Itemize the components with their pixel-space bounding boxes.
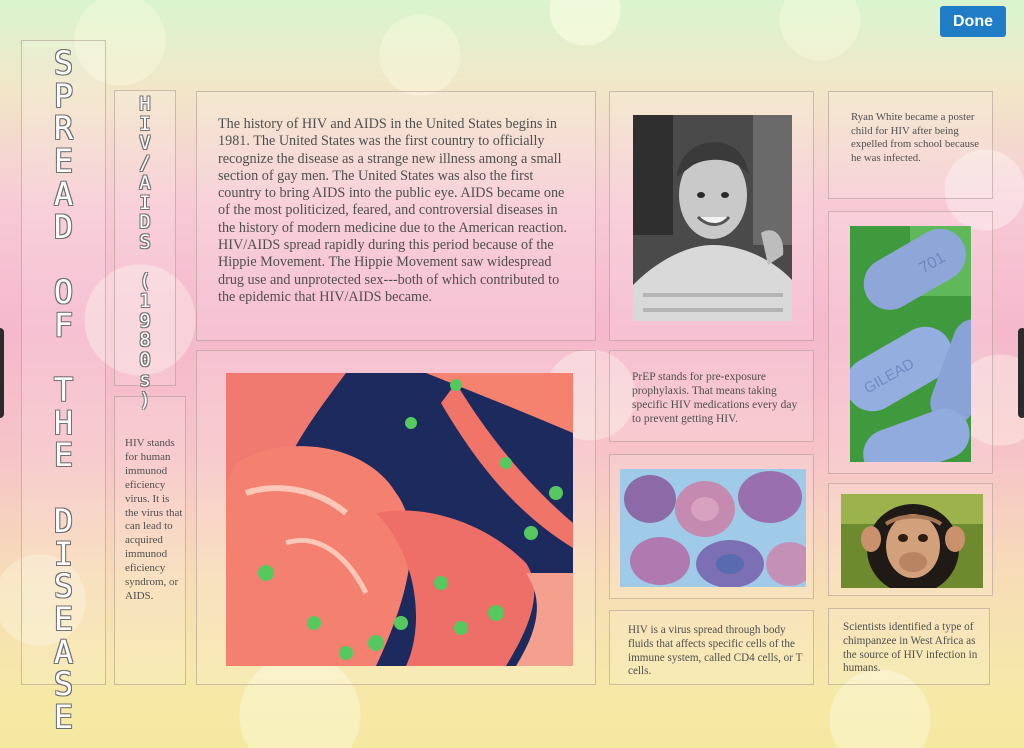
title-letter — [54, 341, 73, 374]
subtitle-letter: / — [139, 152, 151, 175]
subtitle-letter: D — [139, 211, 151, 234]
virus-caption: HIV is a virus spread through body fluids that affects specific cells of the immune system, called CD4 cells, or T cells. — [628, 624, 803, 678]
title-letter: S — [53, 665, 74, 704]
chimp-image-panel — [828, 483, 993, 596]
subtitle-letter: A — [139, 171, 151, 194]
title-letter: D — [53, 207, 74, 246]
pill-imprint-701: 701 — [916, 249, 949, 278]
virus-image-panel — [196, 350, 596, 685]
virus-caption-panel — [609, 610, 814, 685]
title-letter: E — [53, 599, 74, 638]
chimp-caption: Scientists identified a type of chimpanzee in West Africa as the source of HIV infection in humans. — [843, 621, 978, 675]
definition-text: HIV stands for human immunod eficiency virus. It is the virus that can lead to acquired immunod eficiency syndrom, or AIDS. — [125, 437, 183, 602]
title-letter: P — [53, 76, 74, 115]
title-letter: I — [53, 534, 74, 573]
hiv-virus-micrograph — [226, 373, 573, 666]
prep-pills-photo — [850, 226, 971, 462]
title-letter: S — [53, 567, 74, 606]
definition-panel — [114, 396, 186, 685]
subtitle-letter: V — [139, 132, 151, 155]
subtitle-letter: H — [139, 93, 151, 115]
subtitle-letter: S — [139, 230, 151, 253]
left-edge-handle[interactable] — [0, 328, 4, 418]
prep-caption: PrEP stands for pre-exposure prophylaxis. That means taking specific HIV medications every day to prevent getting HIV. — [632, 371, 798, 425]
done-button[interactable]: Done — [940, 6, 1006, 37]
ryan-caption: Ryan White became a poster child for HIV after being expelled from school because he was infected. — [851, 111, 980, 164]
title-letter: E — [53, 698, 74, 737]
ryan-caption-panel — [828, 91, 993, 199]
history-text: The history of HIV and AIDS in the United States begins in 1981. The United States was the first country to officially recognize the disease as a strange new illness among a small section of gay men. The United States was also the first country to bring AIDS into the public eye. AIDS became one of the most politicized, feared, and controversial diseases in the history of modern medicine due to the American reaction. HIV/AIDS spread rapidly during this period because of the Hippie Movement. The Hippie Movement saw widespread drug use and unprotected sex---both of which contributed to the epidemic that HIV/AIDS became. — [218, 116, 568, 305]
ryan-white-photo — [633, 115, 792, 321]
subtitle-letter: I — [139, 112, 151, 135]
page-title — [22, 44, 105, 737]
prep-caption-panel — [609, 350, 814, 442]
cd4-cell-micrograph — [620, 469, 806, 587]
title-letter — [54, 472, 73, 505]
subtitle-letter: 0 — [139, 349, 151, 372]
title-letter: T — [53, 371, 74, 410]
ryan-photo-panel — [609, 91, 814, 341]
title-letter: D — [53, 501, 74, 540]
subtitle-letter: 9 — [139, 309, 151, 332]
title-letter: O — [53, 272, 74, 311]
title-letter: A — [53, 174, 74, 213]
title-letter: E — [53, 436, 74, 475]
pill-imprint-gilead: GILEAD — [861, 355, 918, 398]
subtitle-letter: 1 — [139, 290, 151, 313]
subtitle-letter: ) — [139, 388, 151, 411]
history-panel — [196, 91, 596, 341]
title-letter: A — [53, 632, 74, 671]
title-letter: H — [53, 403, 74, 442]
title-letter: R — [53, 109, 74, 148]
cell-image-panel — [609, 454, 814, 599]
title-letter: S — [53, 44, 74, 82]
pills-image-panel — [828, 211, 993, 474]
chimpanzee-photo — [841, 494, 983, 588]
subtitle-letter: s — [139, 368, 151, 391]
subtitle-panel — [114, 90, 176, 411]
subtitle-letter: I — [139, 191, 151, 214]
title-panel — [21, 40, 106, 737]
title-letter — [54, 243, 73, 276]
title-letter: F — [53, 305, 74, 344]
subtitle-letter: 8 — [139, 329, 151, 352]
page-subtitle — [115, 95, 175, 410]
right-edge-handle[interactable] — [1018, 328, 1024, 418]
subtitle-letter: ( — [139, 270, 151, 293]
chimp-caption-panel — [828, 608, 990, 685]
title-letter: E — [53, 142, 74, 181]
